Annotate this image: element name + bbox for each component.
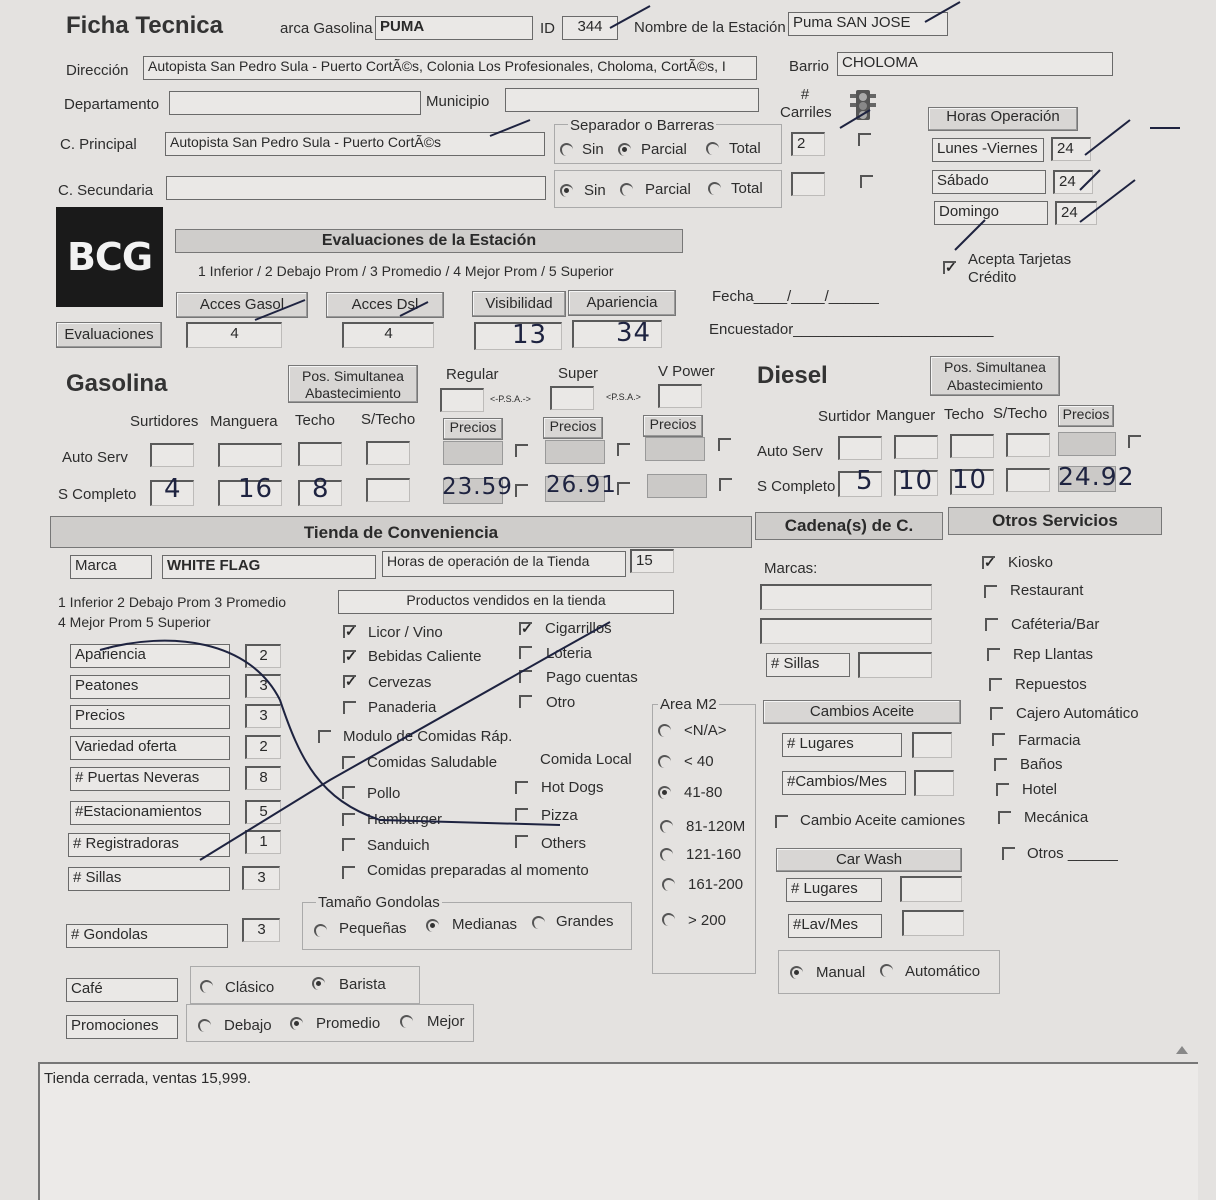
sc-surtidores-value: 4	[164, 474, 182, 504]
area-81-120-label: 81-120M	[686, 818, 746, 835]
cw-lav-label: #Lav/Mes	[788, 914, 882, 938]
principal-field[interactable]: Autopista San Pedro Sula - Puerto CortÃ©s	[165, 132, 545, 156]
sc-manguera-value: 16	[238, 474, 274, 504]
camiones-label: Cambio Aceite camiones	[800, 812, 966, 829]
debajo-label: Debajo	[224, 1017, 272, 1034]
sc-super-value: 26.91	[546, 472, 617, 498]
tienda-horas-field[interactable]: 15	[630, 549, 674, 573]
modulo-label: Modulo de Comidas Ráp.	[343, 728, 513, 745]
sabado-field[interactable]: 24	[1053, 170, 1093, 194]
otros-checkbox[interactable]	[1002, 847, 1015, 860]
marca-label: arca Gasolina	[280, 20, 373, 37]
area-121-160-label: 121-160	[686, 846, 742, 863]
clasico-radio[interactable]	[200, 980, 213, 993]
sc-regular-value: 23.59	[442, 474, 513, 500]
super-psa-field[interactable]	[550, 386, 594, 410]
bebidas-label: Bebidas Caliente	[368, 648, 482, 665]
promedio-radio[interactable]	[290, 1017, 303, 1030]
apariencia-value: 34	[616, 318, 652, 348]
acces-dsl-field[interactable]: 4	[342, 322, 434, 348]
as-regular-check[interactable]	[515, 444, 528, 457]
rating-variedad-field[interactable]: 2	[245, 735, 281, 759]
rating-estacionamientos-field[interactable]: 5	[245, 800, 281, 824]
automatico-label: Automático	[905, 963, 981, 980]
separador-label: Separador o Barreras	[570, 117, 715, 134]
super-precios-label: Precios	[543, 417, 603, 439]
cambios-aceite-title: Cambios Aceite	[763, 700, 961, 724]
debajo-radio[interactable]	[198, 1019, 211, 1032]
pago-checkbox[interactable]	[519, 670, 532, 683]
cervezas-checkbox[interactable]: ✓	[345, 673, 357, 689]
farmacia-checkbox[interactable]	[992, 733, 1005, 746]
diesel-sc-manguer-value: 10	[898, 466, 934, 496]
rating-apariencia-label: Apariencia	[70, 644, 230, 668]
diesel-precios-label: Precios	[1058, 405, 1114, 427]
gasolina-title: Gasolina	[66, 370, 168, 397]
sc-regular-check[interactable]	[515, 484, 528, 497]
hotel-checkbox[interactable]	[996, 783, 1009, 796]
clasico-label: Clásico	[225, 979, 275, 996]
nombre-field[interactable]: Puma SAN JOSE	[788, 12, 948, 36]
kiosko-label: Kiosko	[1008, 554, 1054, 571]
preparadas-checkbox[interactable]	[342, 866, 355, 879]
carriles-check-1[interactable]	[858, 133, 871, 146]
lunes-viernes-label: Lunes -Viernes	[932, 138, 1044, 162]
automatico-radio[interactable]	[880, 964, 893, 977]
diesel-sc-techo-value: 10	[952, 465, 988, 495]
hamburger-checkbox[interactable]	[342, 813, 355, 826]
cervezas-label: Cervezas	[368, 674, 432, 691]
ca-cambios-mes-label: #Cambios/Mes	[782, 771, 906, 795]
hotel-label: Hotel	[1022, 781, 1058, 798]
marcas-field-2[interactable]	[760, 618, 932, 644]
domingo-label: Domingo	[934, 201, 1048, 225]
regular-precios-label: Precios	[443, 418, 503, 440]
as-super-check[interactable]	[617, 443, 630, 456]
as-techo-field[interactable]	[298, 442, 342, 466]
rating-neveras-field[interactable]: 8	[245, 766, 281, 790]
horas-operacion-header: Horas Operación	[928, 107, 1078, 131]
restaurant-label: Restaurant	[1010, 582, 1084, 599]
carriles-field-1[interactable]: 2	[791, 132, 825, 156]
sep1-parcial-radio[interactable]	[618, 143, 631, 156]
cajero-label: Cajero Automático	[1016, 705, 1139, 722]
mecanica-checkbox[interactable]	[998, 811, 1011, 824]
diesel-techo-label: Techo	[944, 406, 985, 423]
diesel-s-completo-label: S Completo	[757, 478, 836, 495]
tienda-title: Tienda de Conveniencia	[50, 516, 752, 548]
area-title: Area M2	[660, 696, 717, 713]
manguera-label: Manguera	[210, 413, 278, 430]
diesel-sc-stecho[interactable]	[1006, 468, 1050, 492]
panaderia-checkbox[interactable]	[343, 701, 356, 714]
sep2-sin-radio[interactable]	[560, 184, 573, 197]
area-gt200-radio[interactable]	[662, 913, 675, 926]
rating-variedad-label: Variedad oferta	[70, 736, 230, 760]
barrio-field[interactable]: CHOLOMA	[837, 52, 1113, 76]
bcg-logo	[56, 207, 163, 307]
acces-dsl-label: Acces Dsl	[326, 292, 444, 318]
municipio-field[interactable]	[505, 88, 759, 112]
cw-lugares-field[interactable]	[900, 876, 962, 902]
sep2-total-label: Total	[731, 180, 763, 197]
others-checkbox[interactable]	[515, 835, 528, 848]
area-161-200-radio[interactable]	[662, 878, 675, 891]
medianas-radio[interactable]	[426, 919, 439, 932]
licor-label: Licor / Vino	[368, 624, 443, 641]
surtidores-label: Surtidores	[130, 413, 199, 430]
regular-psa-field[interactable]	[440, 388, 484, 412]
camiones-checkbox[interactable]	[775, 815, 788, 828]
promedio-label: Promedio	[316, 1015, 381, 1032]
loteria-checkbox[interactable]	[519, 646, 532, 659]
as-stecho-field[interactable]	[366, 441, 410, 465]
manual-radio[interactable]	[790, 966, 803, 979]
gondolas-field[interactable]: 3	[242, 918, 280, 942]
tienda-scale-1: 1 Inferior 2 Debajo Prom 3 Promedio	[58, 594, 286, 610]
area-na-radio[interactable]	[658, 724, 671, 737]
area-group	[652, 704, 756, 974]
as-surtidores-field[interactable]	[150, 443, 194, 467]
sc-stecho-field[interactable]	[366, 478, 410, 502]
sep1-total-radio[interactable]	[706, 142, 719, 155]
direccion-field[interactable]: Autopista San Pedro Sula - Puerto CortÃ©s, Colonia Los Profesionales, Choloma, CortÃ©s, I	[143, 56, 757, 80]
otro-checkbox[interactable]	[519, 695, 532, 708]
sep1-sin-radio[interactable]	[560, 143, 573, 156]
rep-llantas-checkbox[interactable]	[987, 648, 1000, 661]
restaurant-checkbox[interactable]	[984, 585, 997, 598]
sc-super-check[interactable]	[617, 482, 630, 495]
grandes-radio[interactable]	[532, 916, 545, 929]
pollo-checkbox[interactable]	[342, 786, 355, 799]
sillas-field[interactable]	[858, 652, 932, 678]
sep2-parcial-radio[interactable]	[620, 183, 633, 196]
diesel-stecho-label: S/Techo	[993, 405, 1048, 422]
grandes-label: Grandes	[556, 913, 614, 930]
rating-neveras-label: # Puertas Neveras	[70, 767, 230, 791]
ca-cambios-mes-field[interactable]	[914, 770, 954, 796]
hotdogs-checkbox[interactable]	[515, 781, 528, 794]
as-super-precio[interactable]	[545, 440, 605, 464]
carriles-label: # Carriles	[780, 86, 832, 121]
evaluaciones-scale: 1 Inferior / 2 Debajo Prom / 3 Promedio / 4 Mejor Prom / 5 Superior	[198, 263, 614, 279]
area-41-80-radio[interactable]	[658, 786, 671, 799]
saludable-label: Comidas Saludable	[367, 754, 498, 771]
marcas-field-1[interactable]	[760, 584, 932, 610]
hotdogs-label: Hot Dogs	[541, 779, 604, 796]
farmacia-label: Farmacia	[1018, 732, 1081, 749]
rating-peatones-field[interactable]: 3	[245, 674, 281, 698]
tienda-marca-field[interactable]: WHITE FLAG	[162, 555, 376, 579]
mejor-label: Mejor	[427, 1013, 465, 1030]
rating-apariencia-field[interactable]: 2	[245, 644, 281, 668]
area-41-80-label: 41-80	[684, 784, 723, 801]
rating-estacionamientos-label: #Estacionamientos	[70, 801, 230, 825]
area-gt200-label: > 200	[688, 912, 726, 929]
cajero-checkbox[interactable]	[990, 707, 1003, 720]
barista-radio[interactable]	[312, 977, 325, 990]
pequenas-label: Pequeñas	[339, 920, 407, 937]
pizza-label: Pizza	[541, 807, 578, 824]
banos-checkbox[interactable]	[994, 758, 1007, 771]
diesel-pos-button[interactable]: Pos. Simultanea Abastecimiento	[930, 356, 1060, 396]
diesel-auto-serv-label: Auto Serv	[757, 443, 823, 460]
area-161-200-label: 161-200	[688, 876, 744, 893]
fecha-label: Fecha____/____/______	[712, 288, 879, 305]
barrio-label: Barrio	[789, 58, 830, 75]
carriles-field-2[interactable]	[791, 172, 825, 196]
sep1-parcial-label: Parcial	[641, 141, 687, 158]
domingo-field[interactable]: 24	[1055, 201, 1097, 225]
super-label: Super	[558, 365, 599, 382]
rating-registradoras-field[interactable]: 1	[245, 830, 281, 854]
diesel-as-check[interactable]	[1128, 435, 1141, 448]
area-81-120-radio[interactable]	[660, 820, 673, 833]
sabado-label: Sábado	[932, 170, 1046, 194]
others-label: Others	[541, 835, 587, 852]
pizza-checkbox[interactable]	[515, 808, 528, 821]
pago-label: Pago cuentas	[546, 669, 638, 686]
traffic-light-icon	[848, 88, 878, 122]
as-vpower-check[interactable]	[718, 438, 731, 451]
acces-gasol-field[interactable]: 4	[186, 322, 282, 348]
as-vpower-precio[interactable]	[645, 437, 705, 461]
marca-field[interactable]: PUMA	[375, 16, 533, 40]
bcg-logo-text: BCG	[66, 235, 153, 279]
rep-llantas-label: Rep Llantas	[1013, 646, 1094, 663]
sc-vpower-precio[interactable]	[647, 474, 707, 498]
marcas-label: Marcas:	[764, 560, 818, 577]
sep1-total-label: Total	[729, 140, 761, 157]
otros-label: Otros ______	[1027, 845, 1118, 862]
cw-lugares-label: # Lugares	[786, 878, 882, 902]
municipio-label: Municipio	[426, 93, 490, 110]
preparadas-label: Comidas preparadas al momento	[367, 862, 589, 879]
diesel-as-manguer[interactable]	[894, 435, 938, 459]
diesel-sc-precio-value: 24.92	[1058, 462, 1135, 491]
encuestador-label: Encuestador________________________	[709, 321, 994, 338]
principal-label: C. Principal	[60, 136, 137, 153]
saludable-checkbox[interactable]	[342, 756, 355, 769]
sanduich-label: Sanduich	[367, 837, 430, 854]
auto-serv-label: Auto Serv	[62, 449, 128, 466]
cigarrillos-label: Cigarrillos	[545, 620, 612, 637]
mejor-radio[interactable]	[400, 1015, 413, 1028]
medianas-label: Medianas	[452, 916, 518, 933]
pequenas-radio[interactable]	[314, 924, 327, 937]
apariencia-label: Apariencia	[568, 290, 676, 316]
diesel-manguer-label: Manguer	[876, 407, 936, 424]
otros-servicios-title: Otros Servicios	[948, 507, 1162, 535]
rating-precios-field[interactable]: 3	[245, 704, 281, 728]
notes-text: Tienda cerrada, ventas 15,999.	[44, 1070, 252, 1087]
comida-local-label: Comida Local	[540, 751, 632, 768]
psa-label-1: <-P.S.A.->	[490, 394, 531, 404]
repuestos-label: Repuestos	[1015, 676, 1087, 693]
rating-peatones-label: Peatones	[70, 675, 230, 699]
tienda-horas-label: Horas de operación de la Tienda	[382, 551, 626, 577]
sep2-total-radio[interactable]	[708, 182, 721, 195]
rating-precios-label: Precios	[70, 705, 230, 729]
s-completo-label: S Completo	[58, 486, 137, 503]
gasolina-pos-button[interactable]: Pos. Simultanea Abastecimiento	[288, 365, 418, 403]
vpower-precios-label: Precios	[643, 415, 703, 437]
area-lt40-radio[interactable]	[658, 755, 671, 768]
diesel-as-stecho[interactable]	[1006, 433, 1050, 457]
sep2-parcial-label: Parcial	[645, 181, 691, 198]
id-field[interactable]: 344	[562, 16, 618, 40]
diesel-as-surtidor[interactable]	[838, 436, 882, 460]
diesel-as-precio[interactable]	[1058, 432, 1116, 456]
cafeteria-label: Caféteria/Bar	[1011, 616, 1100, 633]
notes-area[interactable]	[38, 1062, 1198, 1200]
sc-vpower-check[interactable]	[719, 478, 732, 491]
evaluaciones-button[interactable]: Evaluaciones	[56, 322, 162, 348]
productos-title: Productos vendidos en la tienda	[338, 590, 674, 614]
cadena-title: Cadena(s) de C.	[755, 512, 943, 540]
carriles-check-2[interactable]	[860, 175, 873, 188]
techo-label: Techo	[295, 412, 336, 429]
sanduich-checkbox[interactable]	[342, 838, 355, 851]
id-label: ID	[540, 20, 555, 37]
ca-lugares-label: # Lugares	[782, 733, 902, 757]
sep2-sin-label: Sin	[584, 182, 606, 199]
nombre-label: Nombre de la Estación	[634, 19, 786, 36]
cw-lav-field[interactable]	[902, 910, 964, 936]
diesel-as-techo[interactable]	[950, 434, 994, 458]
gondolas-label: # Gondolas	[66, 924, 228, 948]
promociones-label: Promociones	[66, 1015, 178, 1039]
scroll-up-icon[interactable]	[1176, 1046, 1188, 1054]
tienda-scale-2: 4 Mejor Prom 5 Superior	[58, 614, 211, 630]
manual-label: Manual	[816, 964, 866, 981]
tienda-marca-label: Marca	[70, 555, 152, 579]
tarjetas-label: Acepta Tarjetas Crédito	[968, 251, 1072, 286]
mecanica-label: Mecánica	[1024, 809, 1089, 826]
lunes-viernes-field[interactable]: 24	[1051, 137, 1091, 161]
rating-sillas-field[interactable]: 3	[242, 866, 280, 890]
otro-label: Otro	[546, 694, 576, 711]
visibilidad-label: Visibilidad	[472, 291, 566, 317]
as-manguera-field[interactable]	[218, 443, 282, 467]
acces-gasol-label: Acces Gasol	[176, 292, 308, 318]
diesel-title: Diesel	[757, 362, 828, 389]
psa-label-2: <P.S.A.>	[606, 392, 641, 402]
barista-label: Barista	[339, 976, 386, 993]
loteria-label: Loteria	[546, 645, 592, 662]
visibilidad-value: 13	[512, 320, 548, 350]
kiosko-checkbox[interactable]: ✓	[984, 554, 996, 570]
banos-label: Baños	[1020, 756, 1063, 773]
direccion-label: Dirección	[66, 62, 129, 79]
cafeteria-checkbox[interactable]	[985, 618, 998, 631]
vpower-psa-field[interactable]	[658, 384, 702, 408]
car-wash-title: Car Wash	[776, 848, 962, 872]
rating-registradoras-label: # Registradoras	[68, 833, 230, 857]
licor-checkbox[interactable]: ✓	[345, 623, 357, 639]
tarjetas-checkbox[interactable]: ✓	[945, 259, 957, 275]
diesel-surtidor-label: Surtidor	[818, 408, 871, 425]
area-lt40-label: < 40	[684, 753, 714, 770]
sillas-label: # Sillas	[766, 653, 850, 677]
tamano-label: Tamaño Gondolas	[318, 894, 440, 911]
evaluaciones-title: Evaluaciones de la Estación	[175, 229, 683, 253]
area-na-label: <N/A>	[684, 722, 727, 739]
ca-lugares-field[interactable]	[912, 732, 952, 758]
departamento-label: Departamento	[64, 96, 160, 113]
pollo-label: Pollo	[367, 785, 401, 802]
vpower-label: V Power	[658, 363, 715, 380]
secundaria-label: C. Secundaria	[58, 182, 154, 199]
cigarrillos-checkbox[interactable]: ✓	[521, 620, 533, 636]
area-121-160-radio[interactable]	[660, 848, 673, 861]
bebidas-checkbox[interactable]: ✓	[345, 648, 357, 664]
regular-label: Regular	[446, 366, 499, 383]
as-regular-precio[interactable]	[443, 441, 503, 465]
hamburger-label: Hamburger	[367, 811, 443, 828]
repuestos-checkbox[interactable]	[989, 678, 1002, 691]
departamento-field[interactable]	[169, 91, 421, 115]
sep1-sin-label: Sin	[582, 141, 604, 158]
modulo-checkbox[interactable]	[318, 730, 331, 743]
sc-techo-value: 8	[312, 474, 330, 504]
diesel-sc-surtidor-value: 5	[856, 466, 874, 496]
rating-sillas-label: # Sillas	[68, 867, 230, 891]
secundaria-field[interactable]	[166, 176, 546, 200]
stecho-label: S/Techo	[361, 411, 416, 428]
panaderia-label: Panaderia	[368, 699, 437, 716]
page-title: Ficha Tecnica	[66, 12, 223, 39]
cafe-label: Café	[66, 978, 178, 1002]
